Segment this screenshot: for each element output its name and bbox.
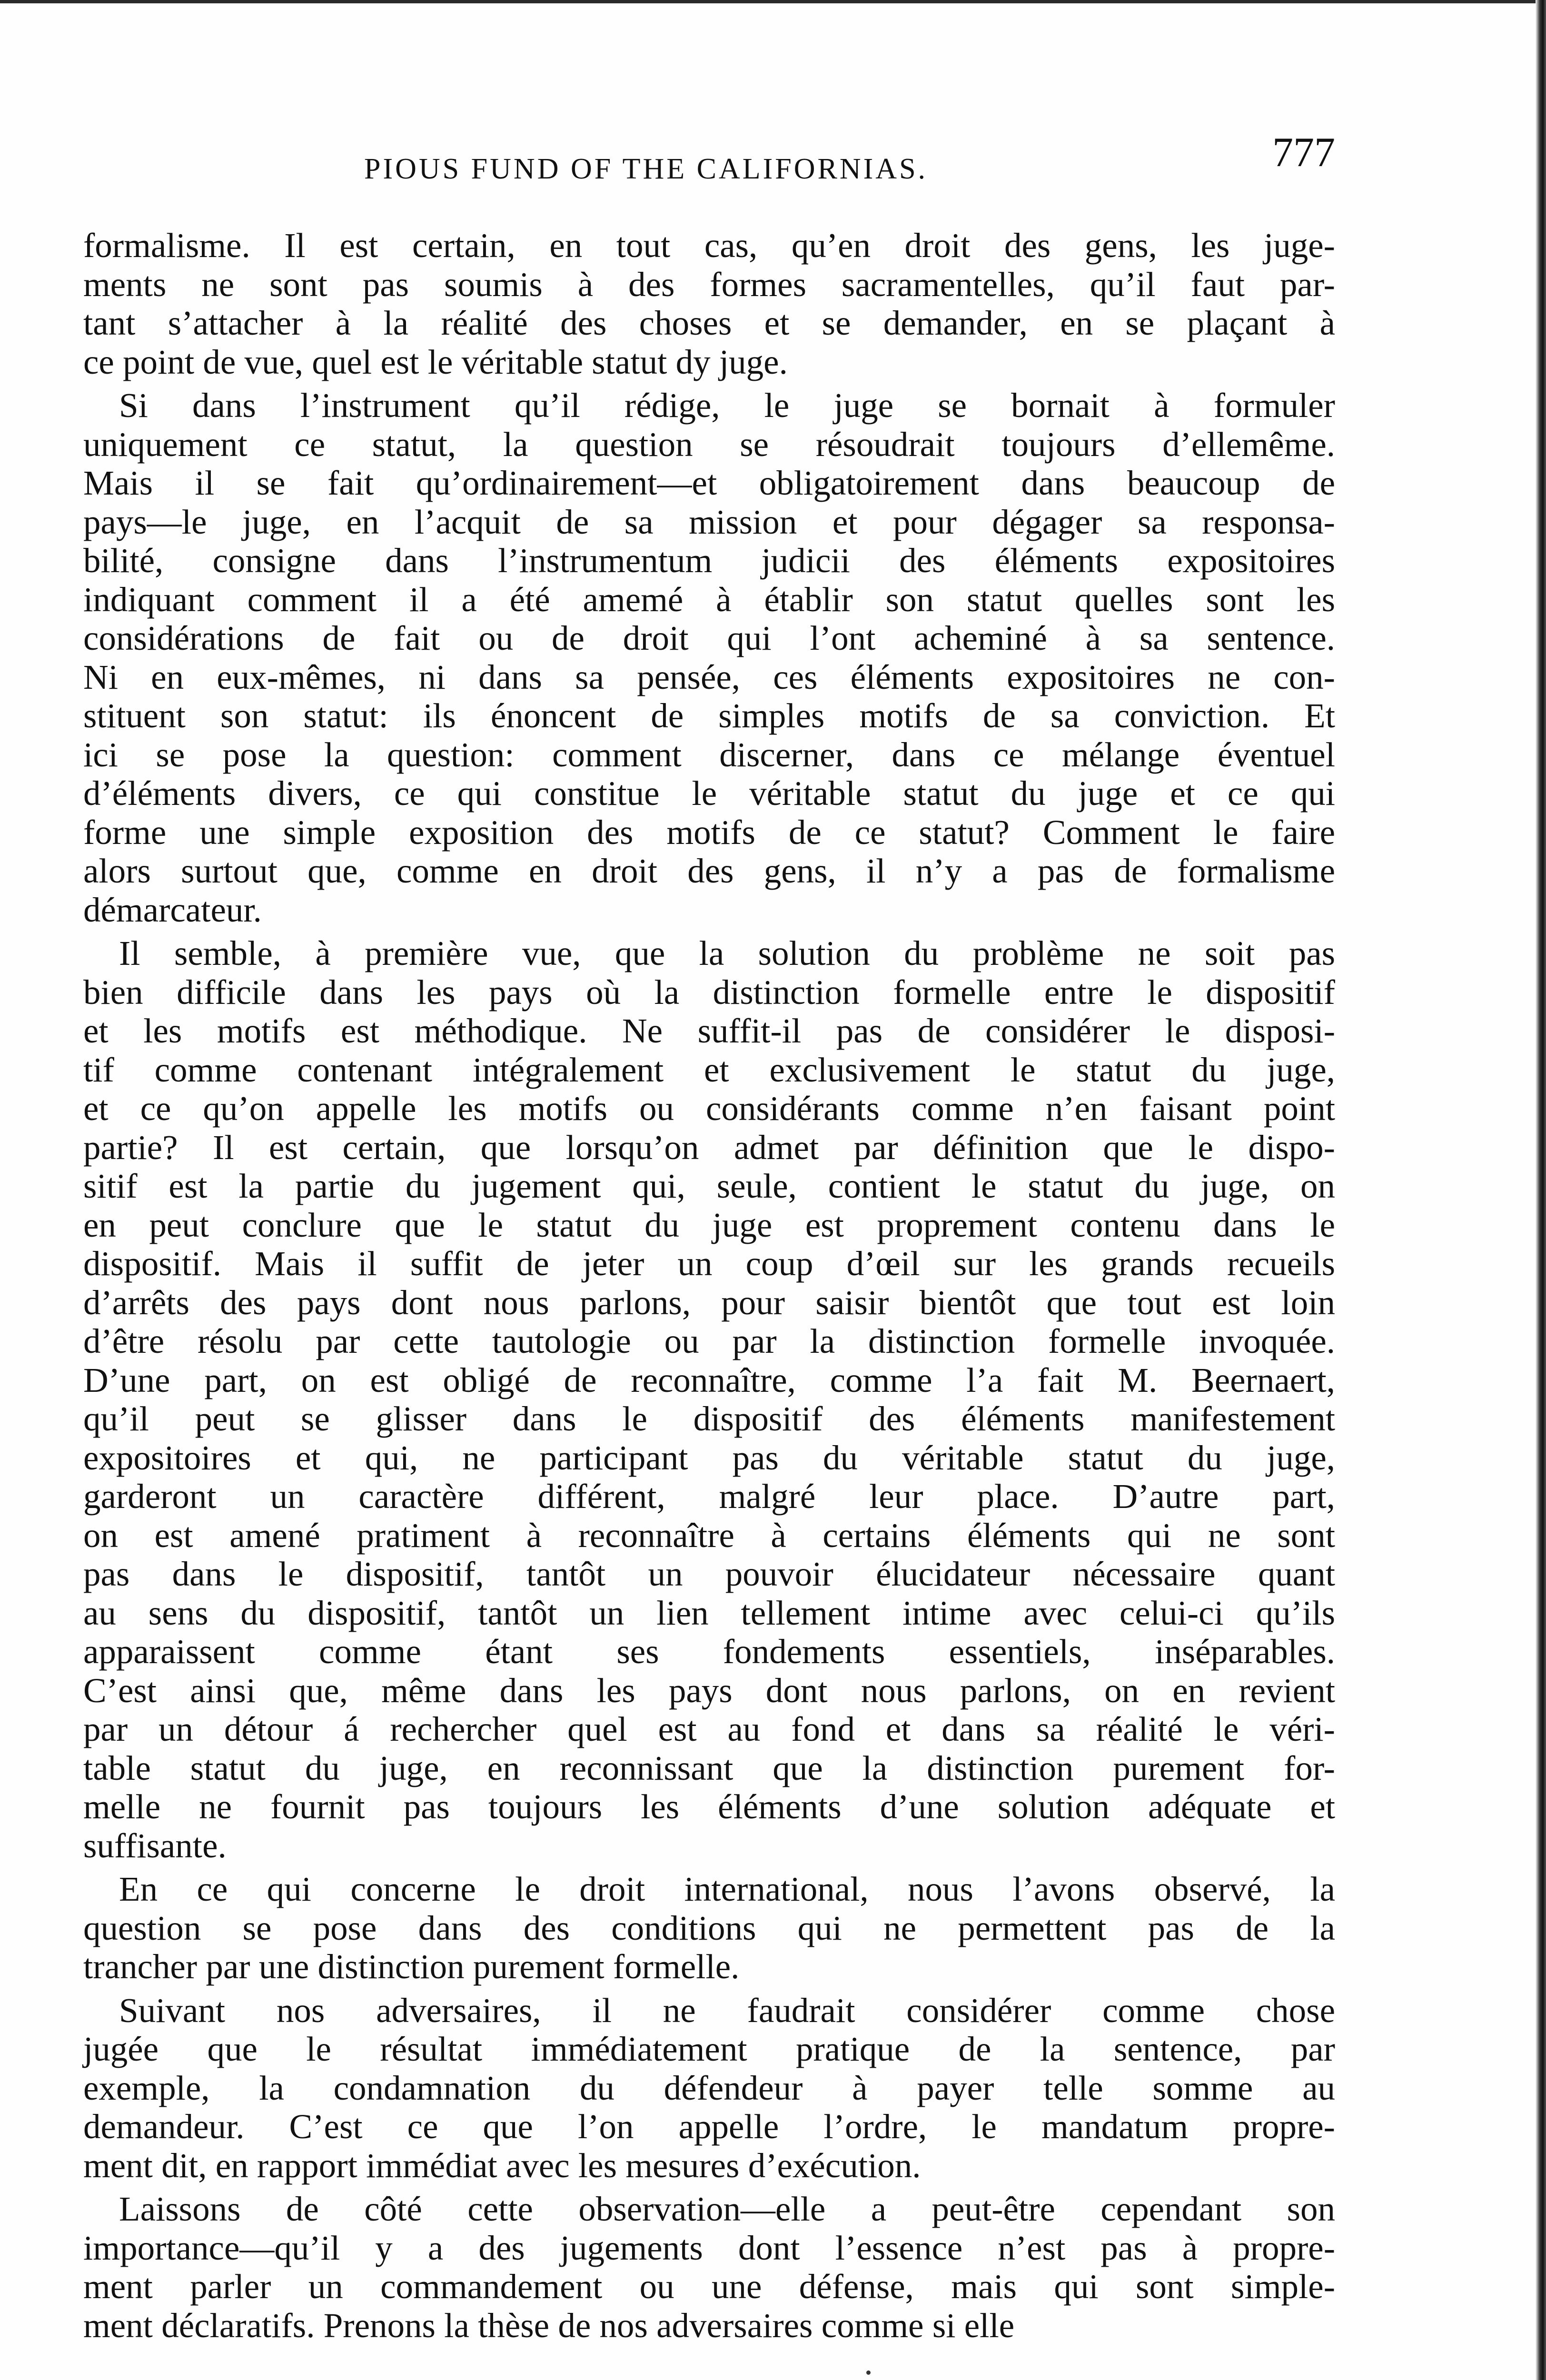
paragraph — [83, 226, 1335, 381]
text-line: table statut du juge, en reconnissant que la distinction purement for- — [83, 1748, 1335, 1787]
text-line: d’arrêts des pays dont nous parlons, pour saisir bientôt que tout est loin — [83, 1283, 1335, 1322]
paragraph — [83, 1870, 1335, 1986]
text-line: d’être résolu par cette tautologie ou par la distinction formelle invoquée. — [83, 1322, 1335, 1360]
paragraph — [83, 1991, 1335, 2185]
top-border — [0, 0, 1546, 3]
text-line: ment parler un commandement ou une défense, mais qui sont simple- — [83, 2267, 1335, 2306]
text-line: expositoires et qui, ne participant pas du véritable statut du juge, — [83, 1438, 1335, 1477]
text-line: D’une part, on est obligé de reconnaître, comme l’a fait M. Beernaert, — [83, 1360, 1335, 1399]
text-line: et les motifs est méthodique. Ne suffit-il pas de considérer le disposi- — [83, 1012, 1335, 1050]
text-line: ici se pose la question: comment discerner, dans ce mélange éventuel — [83, 735, 1335, 774]
text-line: dispositif. Mais il suffit de jeter un coup d’œil sur les grands recueils — [83, 1244, 1335, 1283]
text-line: considérations de fait ou de droit qui l’ont acheminé à sa sentence. — [83, 619, 1335, 657]
text-line: apparaissent comme étant ses fondements essentiels, inséparables. — [83, 1632, 1335, 1671]
printer-mark — [866, 2370, 871, 2375]
text-line: partie? Il est certain, que lorsqu’on admet par définition que le dispo- — [83, 1128, 1335, 1167]
text-line: suffisante. — [83, 1826, 227, 1865]
text-line: indiquant comment il a été amemé à établir son statut quelles sont les — [83, 580, 1335, 619]
text-line: ment dit, en rapport immédiat avec les mesures d’exécution. — [83, 2146, 921, 2185]
page-edge — [1536, 0, 1546, 2380]
text-line: ce point de vue, quel est le véritable statut dy juge. — [83, 342, 788, 381]
text-line: ments ne sont pas soumis à des formes sacramentelles, qu’il faut par- — [83, 265, 1335, 304]
text-line: Laissons de côté cette observation—elle a peut-être cependant son — [119, 2190, 1335, 2228]
text-line: d’éléments divers, ce qui constitue le véritable statut du juge et ce qui — [83, 774, 1335, 813]
text-line: jugée que le résultat immédiatement pratique de la sentence, par — [83, 2030, 1335, 2068]
text-line: qu’il peut se glisser dans le dispositif des éléments manifestement — [83, 1399, 1335, 1438]
text-line: Ni en eux-mêmes, ni dans sa pensée, ces éléments expositoires ne con- — [83, 657, 1335, 696]
paragraph-gap — [83, 381, 1335, 386]
page-number: 777 — [1272, 129, 1335, 176]
text-line: trancher par une distinction purement formelle. — [83, 1947, 740, 1986]
text-line: Mais il se fait qu’ordinairement—et obligatoirement dans beaucoup de — [83, 464, 1335, 502]
paragraph-gap — [83, 2185, 1335, 2190]
text-line: pays—le juge, en l’acquit de sa mission et pour dégager sa responsa- — [83, 502, 1335, 541]
text-line: bien difficile dans les pays où la distinction formelle entre le dispositif — [83, 972, 1335, 1012]
paragraph — [83, 2190, 1335, 2345]
text-line: question se pose dans des conditions qui ne permettent pas de la — [83, 1908, 1335, 1947]
text-line: par un détour á rechercher quel est au fond et dans sa réalité le véri- — [83, 1710, 1335, 1748]
text-line: alors surtout que, comme en droit des gens, il n’y a pas de formalisme — [83, 852, 1335, 890]
body-text — [83, 226, 1335, 2345]
text-line: Si dans l’instrument qu’il rédige, le juge se bornait à formuler — [119, 386, 1335, 425]
text-line: uniquement ce statut, la question se résoudrait toujours d’ellemême. — [83, 425, 1335, 464]
text-line: stituent son statut: ils énoncent de simples motifs de sa conviction. Et — [83, 696, 1335, 735]
paragraph-gap — [83, 1865, 1335, 1870]
text-line: exemple, la condamnation du défendeur à payer telle somme au — [83, 2068, 1335, 2107]
text-line: C’est ainsi que, même dans les pays dont nous parlons, on en revient — [83, 1671, 1335, 1710]
text-line: Il semble, à première vue, que la solution du problème ne soit pas — [119, 934, 1335, 972]
paragraph — [83, 386, 1335, 929]
text-line: en peut conclure que le statut du juge est proprement contenu dans le — [83, 1205, 1335, 1244]
text-line: tant s’attacher à la réalité des choses et se demander, en se plaçant à — [83, 304, 1335, 342]
paragraph-gap — [83, 1986, 1335, 1991]
page-header — [83, 129, 1335, 200]
text-line: tif comme contenant intégralement et exclusivement le statut du juge, — [83, 1050, 1335, 1089]
text-line: et ce qu’on appelle les motifs ou considérants comme n’en faisant point — [83, 1089, 1335, 1128]
text-line: ment déclaratifs. Prenons la thèse de nos adversaires comme si elle — [83, 2306, 1015, 2345]
text-line: on est amené pratiment à reconnaître à certains éléments qui ne sont — [83, 1516, 1335, 1555]
text-line: au sens du dispositif, tantôt un lien tellement intime avec celui-ci qu’ils — [83, 1593, 1335, 1632]
text-line: bilité, consigne dans l’instrumentum judicii des éléments expositoires — [83, 541, 1335, 580]
text-line: formalisme. Il est certain, en tout cas, qu’en droit des gens, les juge- — [83, 226, 1335, 265]
text-line: garderont un caractère différent, malgré leur place. D’autre part, — [83, 1477, 1335, 1516]
running-head: PIOUS FUND OF THE CALIFORNIAS. — [364, 153, 928, 185]
text-line: pas dans le dispositif, tantôt un pouvoir élucidateur nécessaire quant — [83, 1555, 1335, 1593]
text-line: sitif est la partie du jugement qui, seule, contient le statut du juge, on — [83, 1167, 1335, 1205]
text-line: Suivant nos adversaires, il ne faudrait considérer comme chose — [119, 1991, 1335, 2030]
paragraph — [83, 934, 1335, 1865]
paragraph-gap — [83, 929, 1335, 934]
text-line: importance—qu’il y a des jugements dont l’essence n’est pas à propre- — [83, 2228, 1335, 2267]
text-line: démarcateur. — [83, 890, 262, 929]
text-line: demandeur. C’est ce que l’on appelle l’ordre, le mandatum propre- — [83, 2107, 1335, 2146]
text-line: forme une simple exposition des motifs de ce statut? Comment le faire — [83, 813, 1335, 852]
text-line: melle ne fournit pas toujours les éléments d’une solution adéquate et — [83, 1787, 1335, 1826]
text-line: En ce qui concerne le droit international, nous l’avons observé, la — [119, 1870, 1335, 1908]
